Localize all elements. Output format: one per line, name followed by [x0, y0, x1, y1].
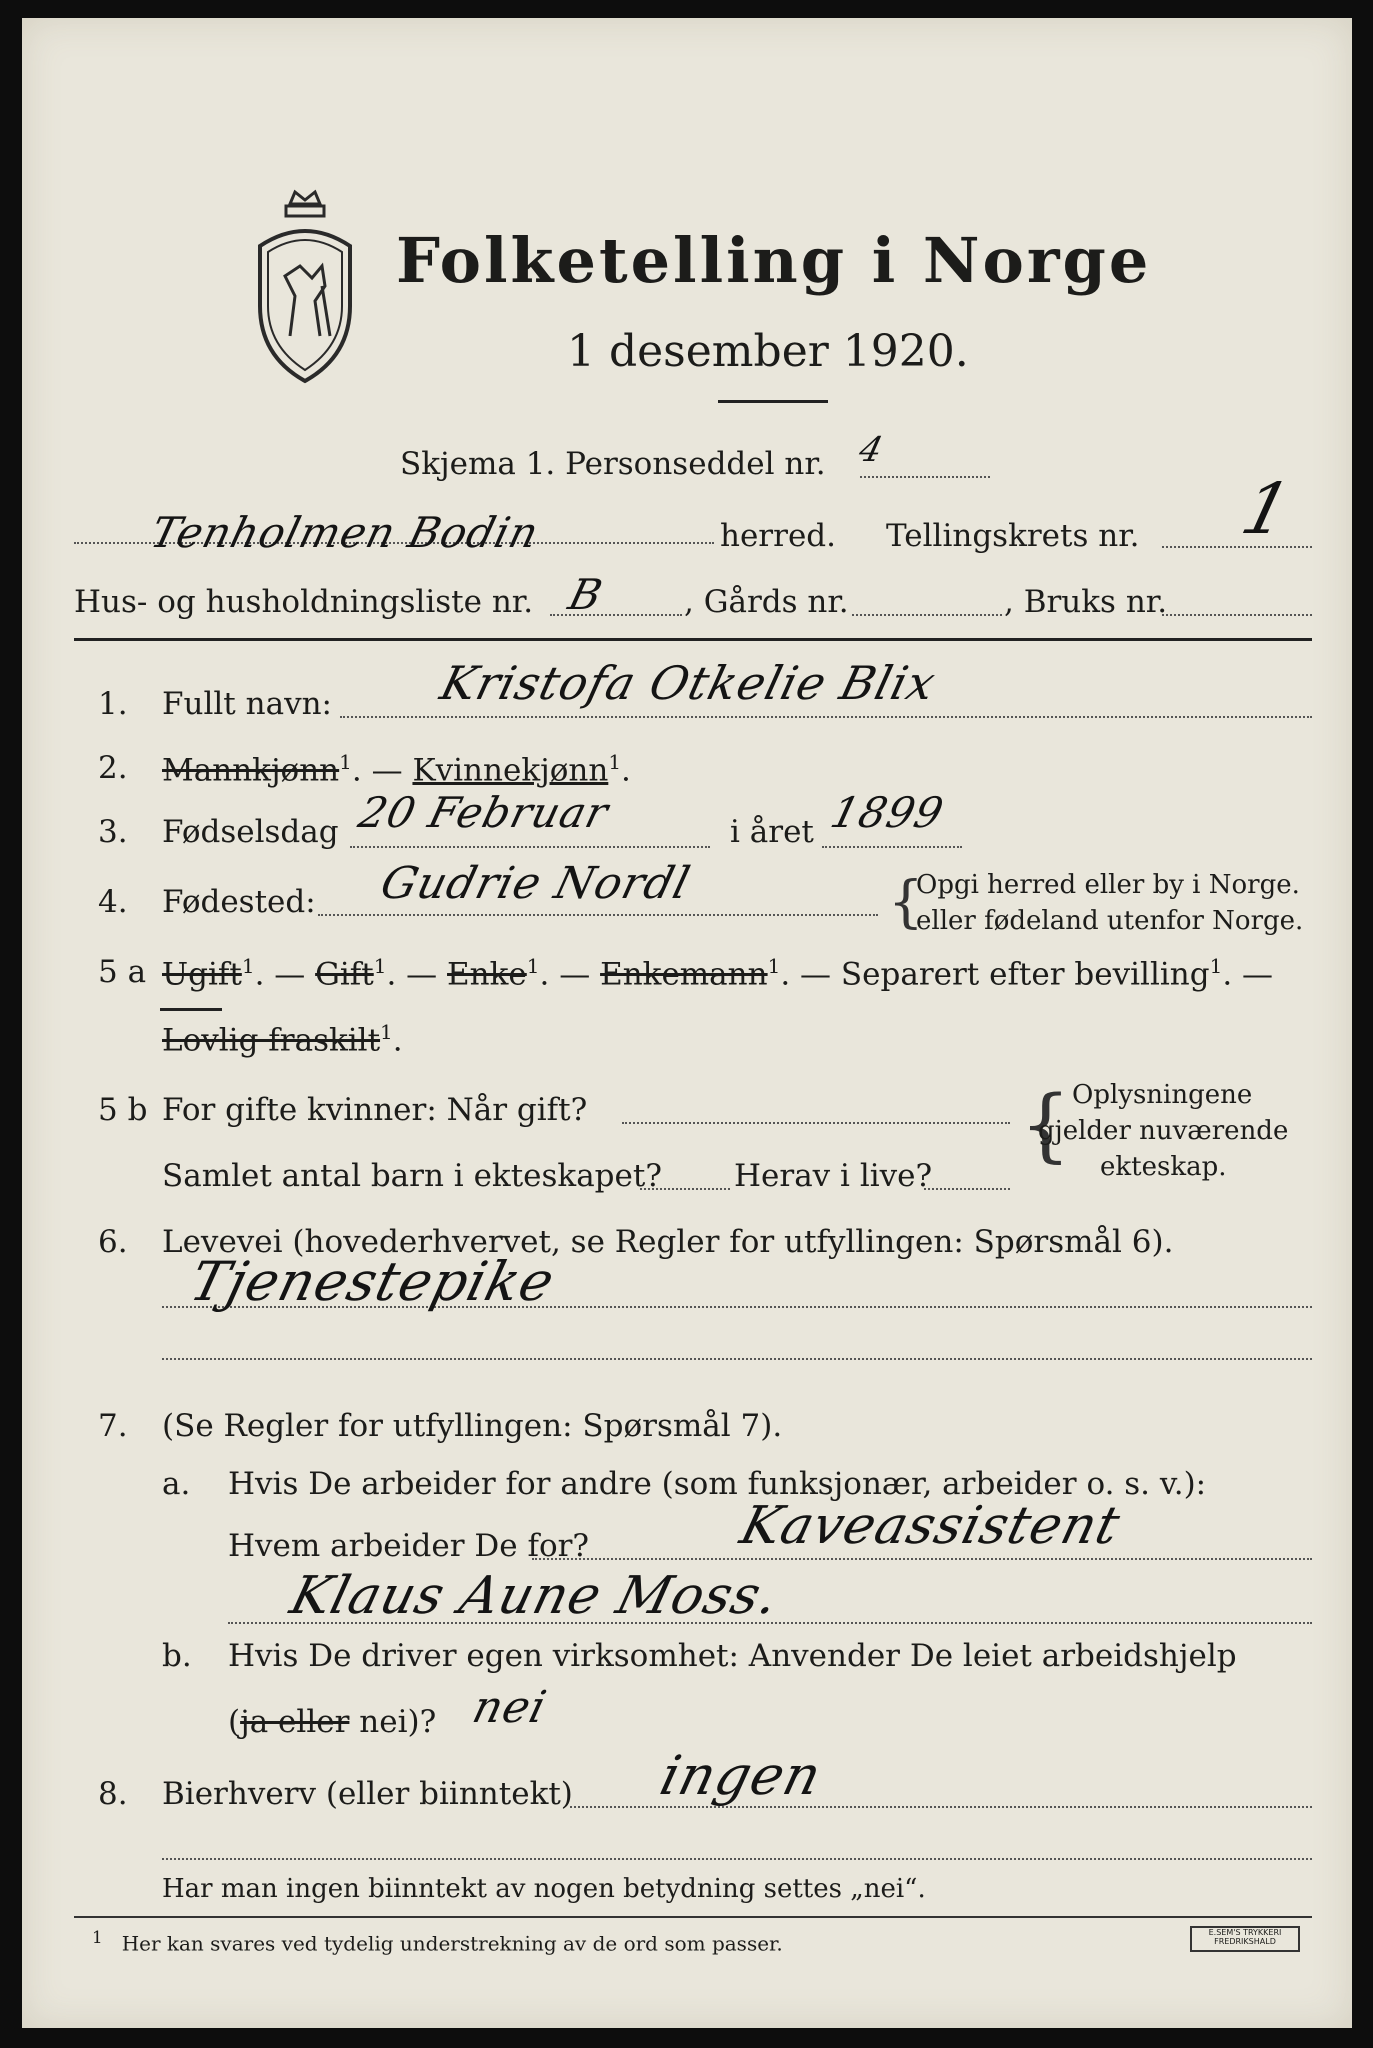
lovlig-fraskilt-option[interactable]: Lovlig fraskilt [162, 1022, 381, 1059]
lovlig-fraskilt-line: Lovlig fraskilt$^1$. [162, 1020, 403, 1059]
q5b-note-1: Oplysningene [1072, 1080, 1253, 1110]
alive-label: Herav i live? [734, 1158, 933, 1194]
marital-status-options: Ugift$^1$. — Gift$^1$. — Enke$^1$. — Enkemann$^1$. — Separert efter bevilling$^1$. — [162, 954, 1274, 993]
husholdningsliste-value[interactable]: B [563, 570, 608, 619]
skjema-dotted-line [860, 476, 990, 478]
census-form [22, 18, 1352, 2028]
q7a-text: Hvis De arbeider for andre (som funksjonær, arbeider o. s. v.): [228, 1466, 1207, 1502]
q3-label: Fødselsdag [162, 814, 339, 850]
q2-end: . [621, 752, 631, 789]
tellingskrets-label: Tellingskrets nr. [886, 518, 1140, 554]
birth-year-value[interactable]: 1899 [825, 788, 949, 837]
birthplace-dotted-line [318, 914, 878, 916]
q4-number: 4. [98, 884, 128, 920]
gards-label: , Gårds nr. [684, 584, 849, 620]
q5b-note-2: gjelder nuværende [1038, 1116, 1289, 1146]
bruks-label: , Bruks nr. [1004, 584, 1168, 620]
alive-dotted-line [924, 1188, 1010, 1190]
married-date-dotted-line [622, 1122, 1010, 1124]
employer-dotted-line-1 [532, 1558, 1312, 1560]
gards-dotted-line [852, 614, 1002, 616]
q5b-label: For gifte kvinner: Når gift? [162, 1092, 588, 1128]
herred-label: herred. [720, 518, 836, 554]
footnote-text: Her kan svares ved tydelig understrekning av de ord som passer. [121, 1931, 783, 1956]
ugift-underline-mark [160, 1008, 222, 1011]
children-label: Samlet antal barn i ekteskapet? [162, 1158, 662, 1194]
ugift-option[interactable]: Ugift [162, 956, 242, 993]
header-rule [74, 638, 1312, 641]
footnote-rule [74, 1916, 1312, 1918]
q6-label: Levevei (hovederhvervet, se Regler for utfyllingen: Spørsmål 6). [162, 1224, 1174, 1260]
bottom-note: Har man ingen biinntekt av nogen betydning settes „nei“. [162, 1874, 926, 1904]
q7a-question: Hvem arbeider De for? [228, 1528, 590, 1564]
tellingskrets-value[interactable]: 1 [1233, 468, 1300, 550]
full-name-value[interactable]: Kristofa Otkelie Blix [435, 656, 942, 710]
employer-value-2[interactable]: Klaus Aune Moss. [284, 1566, 785, 1626]
enke-option[interactable]: Enke [447, 956, 527, 993]
hired-help-value[interactable]: nei [467, 1682, 552, 1733]
q8-number: 8. [98, 1776, 128, 1812]
q3-number: 3. [98, 814, 128, 850]
occupation-dotted-line-2 [162, 1358, 1312, 1360]
q2-options: Mannkjønn$^1$. — Kvinnekjønn$^1$. [162, 750, 631, 789]
birthplace-note-2: eller fødeland utenfor Norge. [916, 906, 1304, 936]
year-label: i året [730, 814, 814, 850]
ja-eller-option[interactable]: ja eller [240, 1704, 350, 1740]
q7a-letter: a. [162, 1466, 191, 1502]
husholdningsliste-label: Hus- og husholdningsliste nr. [74, 584, 534, 620]
q5a-number: 5 a [98, 954, 147, 990]
employer-value-1[interactable]: Kaveassistent [734, 1496, 1127, 1556]
birthplace-note-1: Opgi herred eller by i Norge. [916, 870, 1300, 900]
kvinnekjonn-option[interactable]: Kvinnekjønn [412, 752, 609, 789]
footnote: $^1$ Her kan svares ved tydelig understrekning av de ord som passer. [92, 1928, 783, 1956]
herred-value[interactable]: Tenholmen Bodin [145, 508, 545, 557]
gift-option[interactable]: Gift [315, 956, 374, 993]
children-dotted-line [640, 1188, 730, 1190]
q2-separator: . — [351, 752, 413, 789]
q4-brace: { [888, 870, 924, 935]
title-divider [718, 400, 828, 403]
norway-coat-of-arms-icon [250, 186, 360, 386]
personseddel-number[interactable]: 4 [855, 430, 888, 470]
separert-option[interactable]: Separert efter bevilling [840, 956, 1210, 993]
q7-number: 7. [98, 1408, 128, 1444]
birthday-dotted-line [350, 846, 710, 848]
form-date: 1 desember 1920. [567, 326, 969, 377]
q1-label: Fullt navn: [162, 686, 332, 722]
side-income-value[interactable]: ingen [654, 1744, 829, 1807]
q1-dotted-line [340, 716, 1312, 718]
birthday-value[interactable]: 20 Februar [353, 788, 614, 837]
nei-option[interactable]: nei)? [349, 1704, 437, 1740]
q5b-note-3: ekteskap. [1100, 1152, 1227, 1182]
occupation-value[interactable]: Tjenestepike [184, 1250, 562, 1313]
enkemann-option[interactable]: Enkemann [600, 956, 768, 993]
skjema-label: Skjema 1. Personseddel nr. [400, 446, 826, 482]
form-title: Folketelling i Norge [396, 224, 1152, 297]
mannkjonn-option[interactable]: Mannkjønn [162, 752, 340, 789]
birthplace-value[interactable]: Gudrie Nordl [375, 858, 696, 909]
q5b-brace: { [1020, 1078, 1071, 1171]
q8-label: Bierhverv (eller biinntekt) [162, 1776, 573, 1812]
q7b-letter: b. [162, 1638, 192, 1674]
q7-label: (Se Regler for utfyllingen: Spørsmål 7). [162, 1408, 783, 1444]
year-dotted-line [822, 846, 962, 848]
q4-label: Fødested: [162, 884, 316, 920]
side-income-dotted-line-2 [162, 1858, 1312, 1860]
q7b-options: (ja eller nei)? [228, 1704, 437, 1740]
q2-number: 2. [98, 750, 128, 786]
q1-number: 1. [98, 686, 128, 722]
q5b-number: 5 b [98, 1092, 148, 1128]
bruks-dotted-line [1162, 614, 1312, 616]
q7b-text: Hvis De driver egen virksomhet: Anvender De leiet arbeidshjelp [228, 1638, 1237, 1674]
q6-number: 6. [98, 1224, 128, 1260]
printer-stamp: E.SEM'S TRYKKERI FREDRIKSHALD [1190, 1926, 1300, 1952]
